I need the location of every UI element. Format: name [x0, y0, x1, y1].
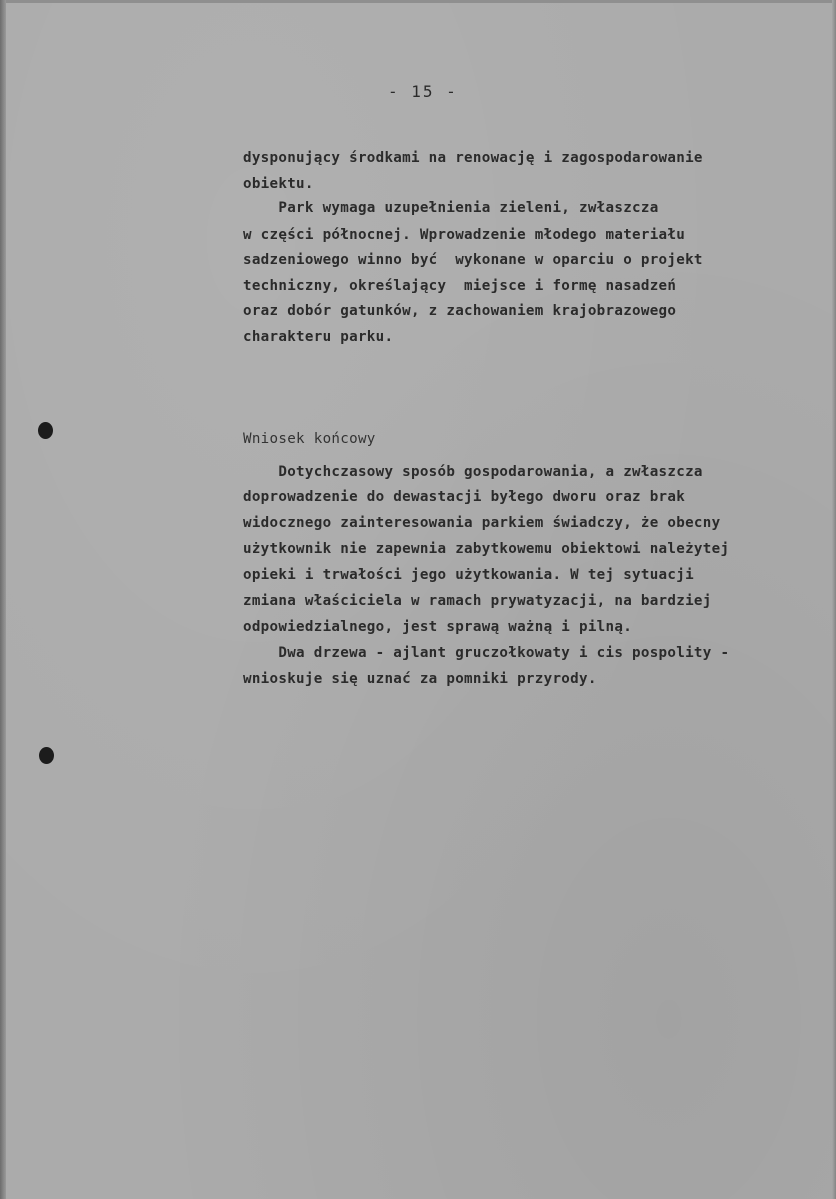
text-line: Dotychczasowy sposób gospodarowania, a zwłaszcza	[243, 464, 703, 480]
page-left-edge	[0, 0, 6, 1199]
text-line: charakteru parku.	[243, 329, 394, 345]
text-line: oraz dobór gatunków, z zachowaniem krajobrazowego	[243, 303, 677, 319]
text-line: obiektu.	[243, 176, 314, 192]
text-line: techniczny, określający miejsce i formę nasadzeń	[243, 278, 677, 294]
page-number: - 15 -	[388, 82, 458, 101]
page-top-edge	[0, 0, 836, 3]
section-heading: Wniosek końcowy	[243, 431, 376, 447]
text-line: Park wymaga uzupełnienia zieleni, zwłaszcza	[243, 200, 659, 216]
text-line: widocznego zainteresowania parkiem świadczy, że obecny	[243, 515, 721, 531]
text-line: dysponujący środkami na renowację i zagospodarowanie	[243, 150, 703, 166]
text-line: wnioskuje się uznać za pomniki przyrody.	[243, 671, 597, 687]
text-line: zmiana właściciela w ramach prywatyzacji, na bardziej	[243, 593, 712, 609]
text-line: Dwa drzewa - ajlant gruczołkowaty i cis pospolity -	[243, 645, 730, 661]
text-line: opieki i trwałości jego użytkowania. W tej sytuacji	[243, 567, 694, 583]
punch-hole-lower	[39, 747, 54, 764]
text-line: użytkownik nie zapewnia zabytkowemu obiektowi należytej	[243, 541, 730, 557]
text-line: odpowiedzialnego, jest sprawą ważną i pilną.	[243, 619, 633, 635]
text-line: sadzeniowego winno być wykonane w oparciu o projekt	[243, 252, 703, 268]
text-line: w części północnej. Wprowadzenie młodego materiału	[243, 227, 686, 243]
page-right-edge	[832, 0, 836, 1199]
text-line: doprowadzenie do dewastacji byłego dworu oraz brak	[243, 489, 686, 505]
punch-hole-upper	[38, 422, 53, 439]
